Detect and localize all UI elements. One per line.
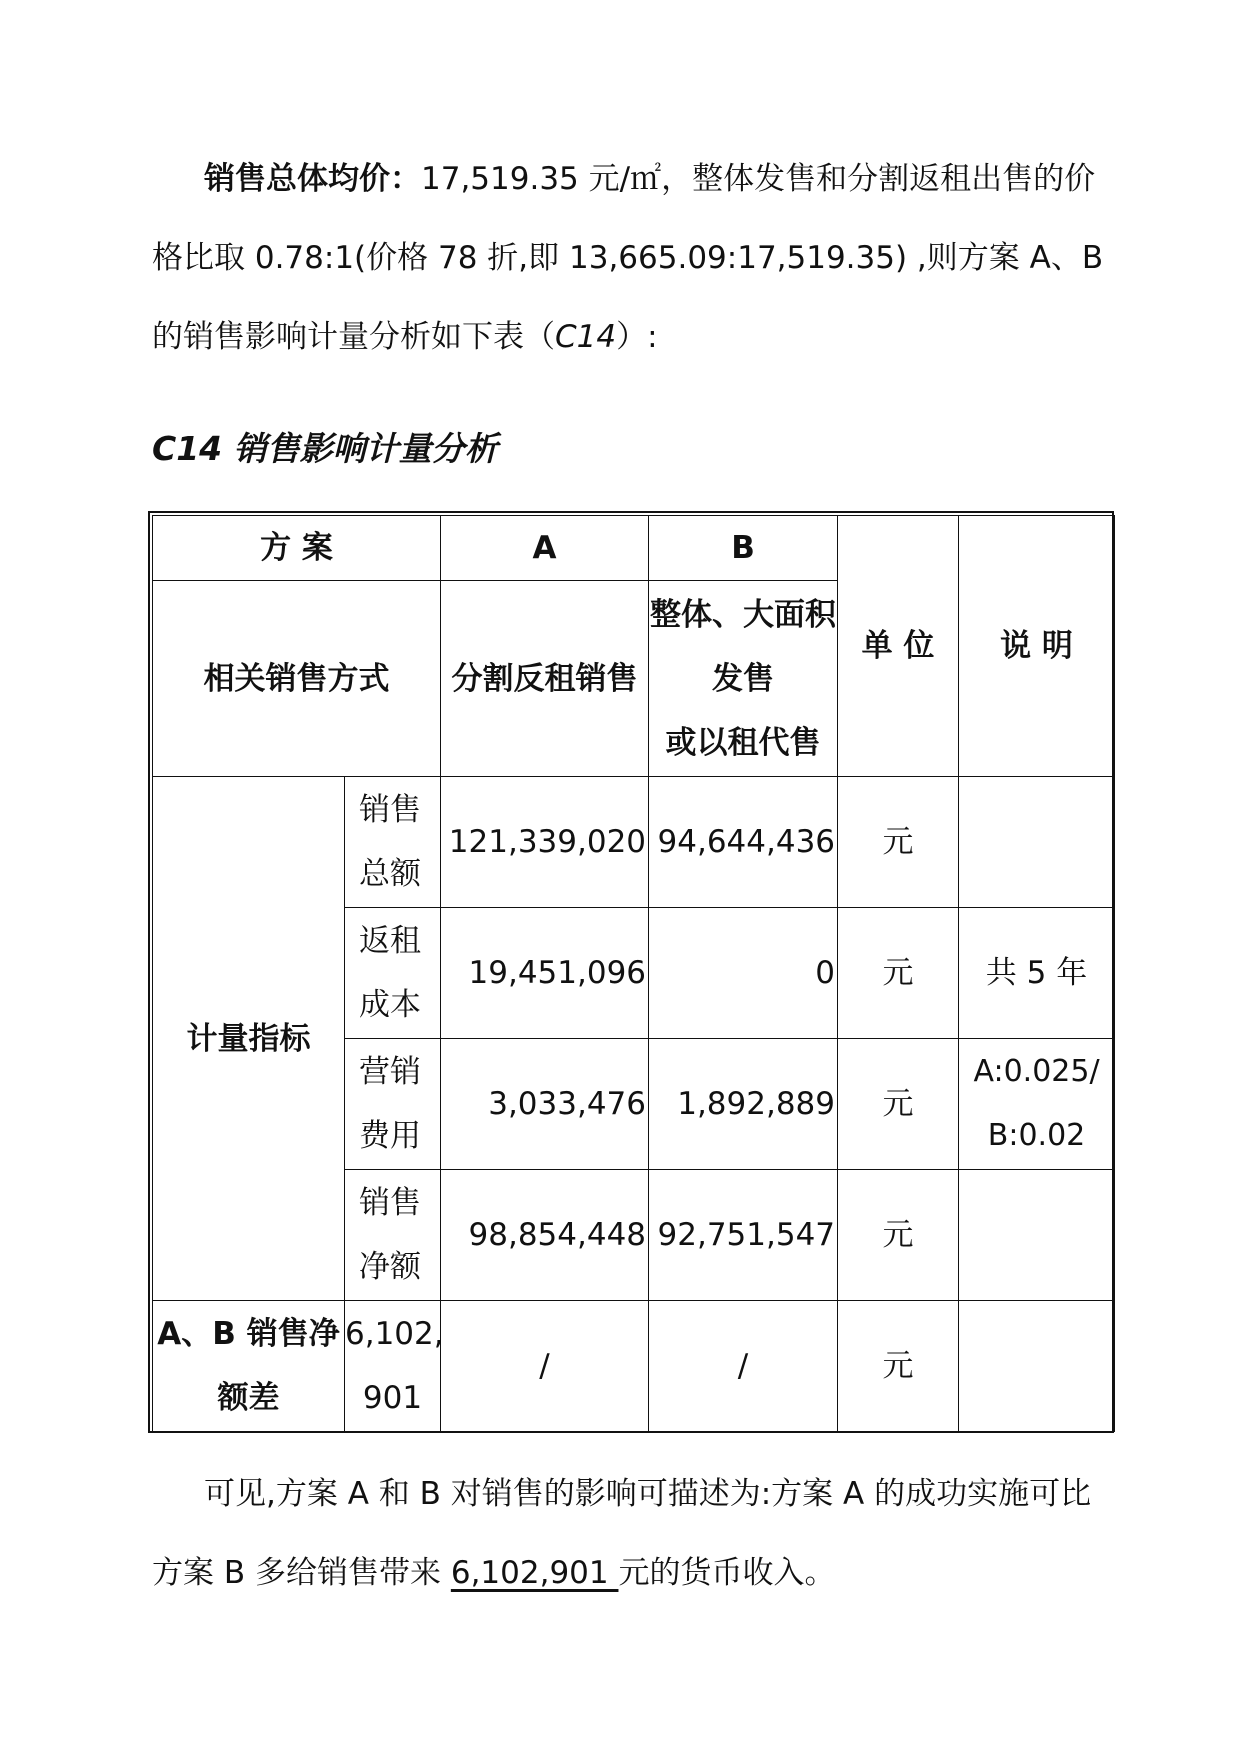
- cell-note: [959, 777, 1115, 908]
- analysis-table-frame: [148, 511, 1114, 1433]
- method-b-line: 发售: [712, 660, 775, 697]
- conclusion-text: 可见,方案 A 和 B 对销售的影响可描述为:方案 A 的成功实施可比方案 B 多给销售带来: [152, 1476, 1092, 1591]
- cell-note: [959, 1170, 1115, 1301]
- row-label: 营销 费用: [345, 1039, 441, 1170]
- cell-b: 92,751,547: [649, 1170, 838, 1301]
- cell-b: 0: [649, 908, 838, 1039]
- intro-table-ref: C14: [555, 319, 617, 355]
- intro-bold-label: 销售总体均价：: [204, 161, 421, 197]
- method-b-line: 整体、大面积: [650, 596, 837, 633]
- table-title: C14 销售影响计量分析: [152, 429, 498, 468]
- header-note: 说 明: [959, 516, 1115, 777]
- row-label: 返租 成本: [345, 908, 441, 1039]
- table-row-diff: [153, 1301, 1115, 1432]
- analysis-table: [152, 515, 1115, 1432]
- method-b-line: 或以租代售: [665, 724, 821, 761]
- intro-tail: ）:: [616, 319, 658, 355]
- row-label: 销售 总额: [345, 777, 441, 908]
- cell-a: 121,339,020: [441, 777, 649, 908]
- diff-cell-note: [959, 1301, 1115, 1432]
- diff-cell-unit: 元: [838, 1301, 959, 1432]
- diff-cell-a: /: [441, 1301, 649, 1432]
- intro-text: 17,519.35 元/㎡，整体发售和分割返租出售的价格比取 0.78:1(价格 78 折,即 13,665.09:17,519.35) ,则方案 A、B 的销售影响计量分析如下表（: [152, 161, 1104, 355]
- cell-a: 98,854,448: [441, 1170, 649, 1301]
- diff-cell-b: /: [649, 1301, 838, 1432]
- diff-value: 6,102, 901: [345, 1301, 441, 1432]
- header-col-a: A: [441, 516, 649, 581]
- cell-a: 19,451,096: [441, 908, 649, 1039]
- cell-unit: 元: [838, 1170, 959, 1301]
- conclusion-tail: 元的货币收入。: [618, 1555, 836, 1591]
- method-a: 分割反租销售: [441, 581, 649, 777]
- cell-unit: 元: [838, 908, 959, 1039]
- cell-unit: 元: [838, 1039, 959, 1170]
- cell-b: 94,644,436: [649, 777, 838, 908]
- cell-note: A:0.025/B:0.02: [959, 1039, 1115, 1170]
- conclusion-amount: 6,102,901: [450, 1555, 619, 1591]
- method-label: 相关销售方式: [153, 581, 441, 777]
- header-scheme: 方 案: [153, 516, 441, 581]
- header-unit: 单 位: [838, 516, 959, 777]
- table-row: [153, 777, 1115, 908]
- cell-b: 1,892,889: [649, 1039, 838, 1170]
- cell-unit: 元: [838, 777, 959, 908]
- cell-note: 共 5 年: [959, 908, 1115, 1039]
- intro-paragraph: [152, 140, 1122, 377]
- cell-a: 3,033,476: [441, 1039, 649, 1170]
- diff-label: A、B 销售净 额差: [153, 1301, 345, 1432]
- conclusion-paragraph: [152, 1455, 1122, 1613]
- group-label: 计量指标: [153, 777, 345, 1301]
- row-label: 销售 净额: [345, 1170, 441, 1301]
- method-b: [649, 581, 838, 777]
- header-col-b: B: [649, 516, 838, 581]
